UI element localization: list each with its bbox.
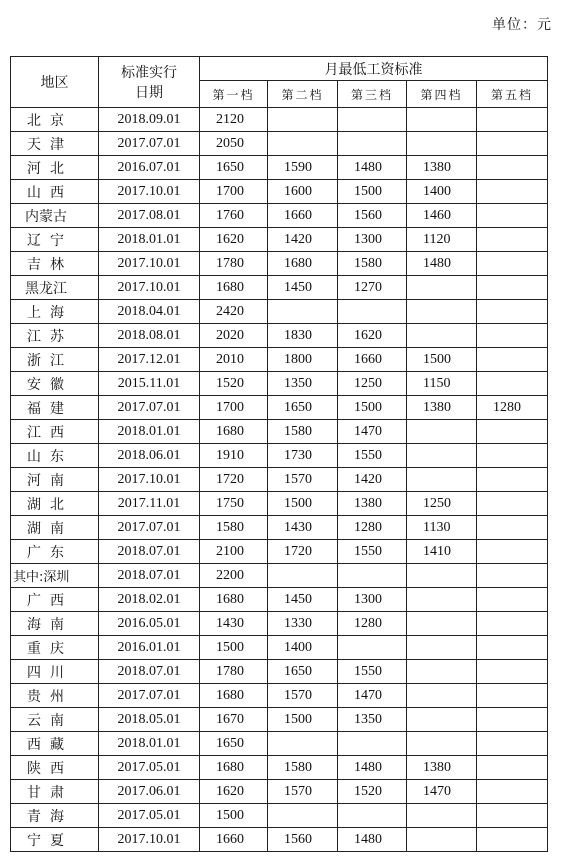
cell-effective-date: 2018.02.01 [99,588,200,612]
cell-effective-date: 2017.10.01 [99,180,200,204]
cell-tier-2 [268,804,338,828]
cell-tier-4 [407,660,477,684]
cell-effective-date: 2018.01.01 [99,420,200,444]
cell-region: 黑龙江 [11,276,99,300]
cell-tier-5 [477,252,548,276]
cell-tier-5 [477,780,548,804]
cell-tier-5 [477,660,548,684]
table-row [11,228,548,252]
header-tier-1: 第一档 [200,81,268,108]
cell-effective-date: 2017.05.01 [99,756,200,780]
cell-tier-3 [338,300,407,324]
cell-region: 福建 [11,396,99,420]
cell-tier-1: 1700 [200,180,268,204]
cell-tier-3 [338,564,407,588]
cell-tier-4: 1460 [407,204,477,228]
table-row [11,348,548,372]
cell-region: 贵州 [11,684,99,708]
cell-effective-date: 2017.10.01 [99,276,200,300]
cell-effective-date: 2016.07.01 [99,156,200,180]
cell-tier-2: 1500 [268,708,338,732]
table-row [11,588,548,612]
cell-tier-4 [407,444,477,468]
cell-tier-3: 1470 [338,684,407,708]
table-row [11,612,548,636]
cell-tier-1: 1580 [200,516,268,540]
cell-effective-date: 2018.07.01 [99,564,200,588]
cell-tier-4: 1470 [407,780,477,804]
cell-effective-date: 2018.08.01 [99,324,200,348]
cell-tier-5 [477,684,548,708]
cell-tier-4: 1480 [407,252,477,276]
cell-tier-2: 1590 [268,156,338,180]
cell-tier-4 [407,828,477,852]
cell-tier-1: 1910 [200,444,268,468]
cell-effective-date: 2018.05.01 [99,708,200,732]
cell-tier-1: 2050 [200,132,268,156]
cell-tier-1: 1650 [200,156,268,180]
cell-effective-date: 2017.12.01 [99,348,200,372]
cell-tier-2: 1560 [268,828,338,852]
cell-tier-1: 1750 [200,492,268,516]
minimum-wage-table [10,56,548,852]
cell-tier-3: 1500 [338,396,407,420]
table-row [11,660,548,684]
cell-tier-1: 1780 [200,660,268,684]
cell-tier-4 [407,804,477,828]
cell-tier-2: 1800 [268,348,338,372]
cell-tier-5 [477,324,548,348]
cell-tier-1: 1720 [200,468,268,492]
cell-tier-5 [477,588,548,612]
cell-tier-2: 1720 [268,540,338,564]
table-row [11,372,548,396]
cell-tier-1: 1500 [200,636,268,660]
header-row-1 [11,57,548,81]
table-row [11,156,548,180]
header-tier-4: 第四档 [407,81,477,108]
cell-region: 宁夏 [11,828,99,852]
cell-tier-2 [268,132,338,156]
table-row [11,756,548,780]
cell-tier-4: 1410 [407,540,477,564]
table-row [11,468,548,492]
cell-effective-date: 2017.08.01 [99,204,200,228]
cell-tier-5 [477,492,548,516]
cell-tier-2 [268,564,338,588]
cell-tier-3: 1660 [338,348,407,372]
table-row [11,564,548,588]
cell-region: 山西 [11,180,99,204]
cell-tier-3: 1550 [338,540,407,564]
cell-region: 重庆 [11,636,99,660]
cell-tier-5 [477,564,548,588]
cell-tier-4 [407,108,477,132]
cell-tier-1: 2020 [200,324,268,348]
cell-tier-3: 1280 [338,516,407,540]
cell-effective-date: 2017.06.01 [99,780,200,804]
table-row [11,780,548,804]
cell-region: 安徽 [11,372,99,396]
cell-tier-2: 1660 [268,204,338,228]
cell-tier-1: 1670 [200,708,268,732]
table-row [11,540,548,564]
cell-tier-2: 1600 [268,180,338,204]
table-row [11,444,548,468]
cell-tier-2: 1570 [268,684,338,708]
table-row [11,492,548,516]
cell-tier-3 [338,804,407,828]
cell-tier-4: 1400 [407,180,477,204]
cell-effective-date: 2017.07.01 [99,684,200,708]
table-row [11,396,548,420]
cell-effective-date: 2017.10.01 [99,828,200,852]
cell-effective-date: 2018.06.01 [99,444,200,468]
cell-region: 河北 [11,156,99,180]
cell-region: 广东 [11,540,99,564]
cell-tier-2: 1580 [268,756,338,780]
table-row [11,204,548,228]
cell-effective-date: 2018.07.01 [99,660,200,684]
table-row [11,804,548,828]
cell-tier-3: 1250 [338,372,407,396]
header-tier-2: 第二档 [268,81,338,108]
cell-region: 云南 [11,708,99,732]
cell-tier-1: 1680 [200,588,268,612]
cell-tier-5 [477,516,548,540]
cell-region: 河南 [11,468,99,492]
cell-tier-3: 1380 [338,492,407,516]
cell-tier-4 [407,468,477,492]
cell-tier-1: 1620 [200,228,268,252]
cell-region: 湖北 [11,492,99,516]
cell-tier-5 [477,156,548,180]
cell-tier-1: 1680 [200,420,268,444]
cell-tier-4: 1500 [407,348,477,372]
cell-region: 北京 [11,108,99,132]
cell-region: 内蒙古 [11,204,99,228]
table-row [11,180,548,204]
cell-tier-2: 1680 [268,252,338,276]
cell-tier-5 [477,540,548,564]
cell-tier-1: 1620 [200,780,268,804]
cell-tier-1: 1520 [200,372,268,396]
cell-tier-5 [477,420,548,444]
cell-effective-date: 2017.07.01 [99,396,200,420]
cell-effective-date: 2017.11.01 [99,492,200,516]
cell-tier-3: 1560 [338,204,407,228]
cell-tier-3: 1520 [338,780,407,804]
cell-tier-1: 1700 [200,396,268,420]
cell-tier-3 [338,132,407,156]
cell-tier-3: 1350 [338,708,407,732]
cell-tier-4 [407,708,477,732]
table-row [11,108,548,132]
cell-effective-date: 2017.05.01 [99,804,200,828]
header-date-line1: 标准实行 [121,65,177,81]
cell-tier-1: 2100 [200,540,268,564]
cell-tier-2: 1430 [268,516,338,540]
table-row [11,516,548,540]
header-tier-3: 第三档 [338,81,407,108]
cell-tier-5 [477,276,548,300]
cell-effective-date: 2018.04.01 [99,300,200,324]
cell-tier-2: 1650 [268,660,338,684]
cell-tier-2: 1420 [268,228,338,252]
cell-tier-1: 1430 [200,612,268,636]
cell-tier-3: 1420 [338,468,407,492]
table-row [11,708,548,732]
header-date-line2: 日期 [135,85,163,101]
cell-tier-3: 1580 [338,252,407,276]
header-tier-5: 第五档 [477,81,548,108]
cell-effective-date: 2018.09.01 [99,108,200,132]
table-row [11,420,548,444]
table-row [11,276,548,300]
cell-region: 江西 [11,420,99,444]
cell-tier-1: 2200 [200,564,268,588]
cell-tier-5 [477,708,548,732]
cell-region: 辽宁 [11,228,99,252]
cell-effective-date: 2018.01.01 [99,732,200,756]
table-row [11,636,548,660]
cell-tier-2: 1730 [268,444,338,468]
cell-effective-date: 2018.01.01 [99,228,200,252]
cell-tier-3: 1480 [338,828,407,852]
cell-tier-5 [477,372,548,396]
cell-tier-4: 1250 [407,492,477,516]
cell-tier-2: 1400 [268,636,338,660]
cell-tier-1: 1650 [200,732,268,756]
table-row [11,828,548,852]
cell-tier-2: 1830 [268,324,338,348]
table-body [11,108,548,852]
cell-tier-2: 1330 [268,612,338,636]
cell-tier-2 [268,300,338,324]
table-row [11,732,548,756]
cell-tier-5 [477,132,548,156]
cell-tier-5 [477,468,548,492]
cell-tier-2 [268,732,338,756]
cell-tier-1: 1780 [200,252,268,276]
table-row [11,324,548,348]
cell-region: 上海 [11,300,99,324]
cell-tier-1: 1680 [200,276,268,300]
cell-region: 陕西 [11,756,99,780]
cell-effective-date: 2016.05.01 [99,612,200,636]
cell-tier-4: 1380 [407,756,477,780]
cell-effective-date: 2015.11.01 [99,372,200,396]
cell-region: 海南 [11,612,99,636]
cell-tier-3: 1270 [338,276,407,300]
cell-tier-4 [407,420,477,444]
cell-tier-4 [407,732,477,756]
cell-tier-5 [477,300,548,324]
cell-tier-3: 1500 [338,180,407,204]
cell-tier-1: 1500 [200,804,268,828]
cell-tier-5 [477,444,548,468]
cell-tier-5 [477,732,548,756]
cell-region: 湖南 [11,516,99,540]
cell-tier-2: 1570 [268,468,338,492]
cell-region: 山东 [11,444,99,468]
cell-tier-4 [407,684,477,708]
cell-tier-4: 1380 [407,396,477,420]
cell-tier-1: 1680 [200,756,268,780]
cell-tier-3 [338,108,407,132]
cell-tier-5 [477,636,548,660]
cell-region: 天津 [11,132,99,156]
table-row [11,132,548,156]
header-monthly-minimum-wage: 月最低工资标准 [200,57,548,81]
cell-region: 浙江 [11,348,99,372]
cell-tier-3 [338,636,407,660]
cell-tier-3: 1550 [338,660,407,684]
cell-effective-date: 2017.10.01 [99,252,200,276]
cell-region: 吉林 [11,252,99,276]
cell-tier-5 [477,804,548,828]
cell-tier-1: 2120 [200,108,268,132]
cell-tier-4: 1150 [407,372,477,396]
cell-tier-4: 1380 [407,156,477,180]
cell-tier-2: 1570 [268,780,338,804]
cell-region: 甘肃 [11,780,99,804]
cell-effective-date: 2016.01.01 [99,636,200,660]
cell-tier-5 [477,348,548,372]
cell-tier-4 [407,612,477,636]
header-effective-date [99,57,200,108]
cell-tier-3: 1300 [338,588,407,612]
cell-effective-date: 2017.10.01 [99,468,200,492]
cell-tier-5 [477,756,548,780]
cell-tier-4 [407,324,477,348]
cell-tier-5: 1280 [477,396,548,420]
cell-tier-4 [407,276,477,300]
header-region: 地区 [11,57,99,108]
cell-tier-4 [407,588,477,612]
cell-tier-5 [477,180,548,204]
cell-tier-1: 1660 [200,828,268,852]
table-row [11,684,548,708]
cell-tier-4 [407,300,477,324]
cell-tier-1: 2420 [200,300,268,324]
cell-tier-3: 1300 [338,228,407,252]
cell-tier-5 [477,228,548,252]
cell-tier-1: 1760 [200,204,268,228]
cell-region: 青海 [11,804,99,828]
cell-tier-2: 1450 [268,276,338,300]
cell-tier-5 [477,828,548,852]
cell-tier-4: 1130 [407,516,477,540]
cell-tier-4: 1120 [407,228,477,252]
unit-label: 单位：元 [492,17,552,33]
cell-tier-2: 1650 [268,396,338,420]
cell-tier-5 [477,612,548,636]
cell-tier-3: 1480 [338,756,407,780]
cell-tier-3 [338,732,407,756]
cell-tier-2: 1450 [268,588,338,612]
table-row [11,252,548,276]
cell-tier-4 [407,132,477,156]
cell-region: 其中:深圳 [11,564,99,588]
cell-tier-2: 1580 [268,420,338,444]
table-row [11,300,548,324]
cell-tier-2 [268,108,338,132]
cell-effective-date: 2017.07.01 [99,516,200,540]
cell-tier-3: 1280 [338,612,407,636]
cell-tier-3: 1620 [338,324,407,348]
cell-tier-4 [407,564,477,588]
cell-tier-5 [477,108,548,132]
cell-tier-3: 1470 [338,420,407,444]
cell-tier-1: 1680 [200,684,268,708]
cell-region: 江苏 [11,324,99,348]
cell-region: 西藏 [11,732,99,756]
cell-region: 广西 [11,588,99,612]
cell-tier-2: 1350 [268,372,338,396]
cell-tier-5 [477,204,548,228]
cell-tier-2: 1500 [268,492,338,516]
cell-tier-3: 1480 [338,156,407,180]
cell-tier-1: 2010 [200,348,268,372]
cell-tier-3: 1550 [338,444,407,468]
cell-tier-4 [407,636,477,660]
cell-region: 四川 [11,660,99,684]
cell-effective-date: 2018.07.01 [99,540,200,564]
cell-effective-date: 2017.07.01 [99,132,200,156]
